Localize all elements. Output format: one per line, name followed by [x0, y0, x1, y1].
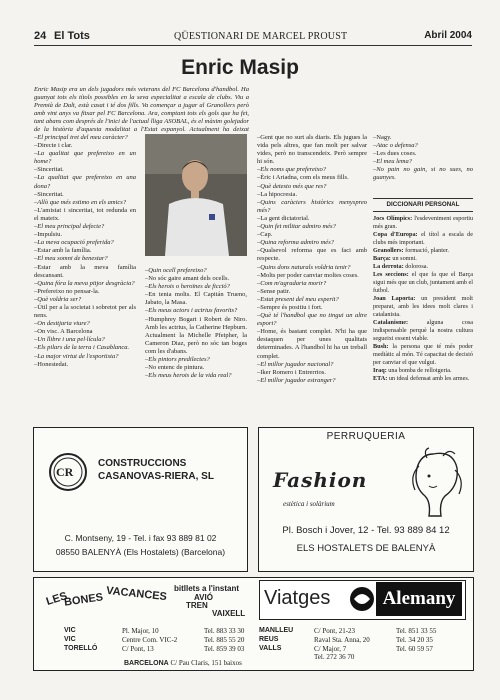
- dictionary-entry: [373, 319, 473, 343]
- question-line: –Atac o defensa?: [373, 142, 418, 150]
- dictionary-definition: una bomba de rellotgeria.: [388, 367, 452, 374]
- dictionary-term: Catalanisme:: [373, 319, 427, 326]
- question-line: –No pain no gain, si no sues, no guanyes.: [373, 166, 473, 182]
- dictionary-definition: el títol a escala de clubs més important.: [373, 231, 473, 246]
- article-title: Enric Masip: [181, 56, 299, 79]
- answer-line: –Útil per a la societat i sobretot per als nens.: [34, 303, 136, 320]
- dictionary-entry: [373, 367, 473, 375]
- question-line: –La major virtut de l'esportista?: [34, 352, 119, 360]
- answer-line: –Estar amb la meva família descansant.: [34, 263, 136, 279]
- banner-word-2: BONES: [63, 591, 104, 609]
- question-line: –Estat present del meu esperit?: [257, 295, 339, 303]
- answer-line: –Humphrey Bogart i Robert de Niro. Amb les actrius, la Catherine Hepburn. Actualment la Michelle Pfeipher, la Cameron Diaz, però no sóc tan boges com les d'abans.: [145, 315, 247, 355]
- salon-address: Pl. Bosch i Jover, 12 - Tel. 93 889 84 12: [282, 525, 450, 536]
- question-line: –El millor jugador nacional?: [257, 360, 334, 368]
- answer-line: –Nagy.: [373, 134, 392, 141]
- dictionary-heading: DICCIONARI PERSONAL: [373, 198, 473, 212]
- answer-line: –Qualsevol reforma que es faci amb respecte.: [257, 247, 367, 263]
- question-line: –El principal tret del meu caràcter?: [34, 134, 128, 141]
- dictionary-entry: [373, 247, 473, 255]
- company-city: 08550 BALENYÀ (Els Hostalets) (Barcelona): [55, 547, 226, 557]
- dictionary-definition: un president molt preparat, amb les idees molt clares i catalanista.: [373, 295, 473, 318]
- dictionary-definition: un somni.: [392, 255, 417, 262]
- woman-silhouette-icon: [399, 446, 467, 520]
- offices-right-addresses: [314, 627, 370, 662]
- answer-line: –No sóc gaire amant dels ocells.: [145, 275, 230, 283]
- office-phone: Tel. 885 55 20: [204, 635, 245, 644]
- office-phone: Tel. 883 33 30: [204, 627, 245, 635]
- question-line: –Els meus herois de la vida real?: [145, 372, 232, 380]
- offices-left-phones: [204, 627, 244, 653]
- dictionary-entry: [373, 375, 473, 383]
- office-city: REUS: [259, 635, 279, 643]
- brand-word-viatges: Viatges: [264, 587, 331, 609]
- portrait-photo: [145, 134, 247, 256]
- dictionary-term: La derrota:: [373, 263, 406, 270]
- ad-viatges-alemany: [33, 577, 474, 671]
- answer-line: –Cap.: [257, 231, 273, 239]
- question-line: –Un llibre i una pel·lícula?: [34, 336, 105, 344]
- question-line: –Quins dons naturals voldria tenir?: [257, 263, 351, 271]
- banner-word-3: VACANCES: [105, 584, 168, 604]
- personal-dictionary: [373, 198, 473, 383]
- dictionary-term: Bush:: [373, 343, 393, 350]
- question-line: –Com m'agradaria morir?: [257, 279, 327, 287]
- question-line: –Els herois o heroïnes de ficció?: [145, 283, 230, 291]
- office-phone: Tel. 60 59 57: [396, 644, 433, 653]
- office-address: C/ Major, 7: [314, 644, 347, 653]
- office-address: Raval Sta. Anna, 20: [314, 635, 370, 644]
- qa-column-3: [257, 134, 367, 385]
- office-address: C/ Pont, 13: [122, 644, 154, 653]
- magazine-section-title: QÜESTIONARI DE MARCEL PROUST: [174, 31, 348, 42]
- dictionary-term: Les seccions:: [373, 271, 412, 278]
- ad-fashion: [258, 427, 474, 572]
- answer-line: –La gent dictatorial.: [257, 214, 310, 222]
- question-line: –El meu somni de benestar?: [34, 255, 108, 263]
- intro-left: [34, 86, 249, 134]
- salon-type: PERRUQUERIA: [326, 431, 406, 442]
- issue-date: Abril 2004: [424, 30, 472, 41]
- company-address: C. Montseny, 19 - Tel. i fax 93 889 81 02: [64, 533, 217, 543]
- offices-left-cities: [64, 627, 97, 653]
- question-line: –Què detesto més que res?: [257, 182, 327, 190]
- answer-line: –Prefereixo no pensar-la.: [34, 287, 100, 295]
- question-line: –El meu principal defecte?: [34, 223, 105, 231]
- company-name-2: CASANOVAS-RIERA, SL: [98, 471, 214, 482]
- tag-tickets: bitllets a l'instant: [174, 584, 240, 593]
- question-line: –La qualitat que prefereixo en una dona?: [34, 174, 136, 190]
- dictionary-entry: [373, 271, 473, 295]
- salon-city: ELS HOSTALETS DE BALENYÀ: [296, 543, 436, 554]
- dictionary-definition: alguna cosa indispensable perquè la nostra cultura segueixi essent viable.: [373, 319, 473, 342]
- dictionary-term: Iraq:: [373, 367, 389, 374]
- qa-column-2: [145, 267, 247, 380]
- tag-train: TREN: [186, 601, 208, 610]
- answer-line: –Gent que no surt als diaris. Els jugues la vida pels altres, que fan molt per salvar vides, però no transcendeix. Però sempre hi són.: [257, 134, 367, 166]
- question-line: –Quina fóra la meva pitjor desgràcia?: [34, 279, 135, 287]
- question-line: –Els pintors predilectes?: [145, 356, 210, 364]
- question-line: –Els pilars de la terra i Casablanca.: [34, 344, 130, 352]
- answer-line: –Estar amb la família.: [34, 247, 92, 255]
- answer-line: –En tenia molts. El Capitán Trueno, Jabato, la Masa.: [145, 291, 247, 307]
- answer-line: –No entenc de pintura.: [145, 364, 205, 372]
- dictionary-term: Granollers:: [373, 247, 406, 254]
- dictionary-term: Joan Laporta:: [373, 295, 422, 302]
- dictionary-definition: formació, planter.: [405, 247, 449, 254]
- portrait-image: [145, 134, 247, 256]
- office-phone: Tel. 859 39 03: [204, 644, 245, 653]
- dictionary-definition: l'esdeveniment esportiu més gran.: [373, 215, 474, 230]
- answer-line: –Iker Romero i Entrerrios.: [257, 368, 326, 376]
- dictionary-definition: el que fa que el Barça sigui més que un club, juntament amb el futbol.: [373, 271, 474, 294]
- answer-line: –Home, és bastant complet. N'hi ha que destaquen per unes qualitats determinades. A l'handbol hi ha un treball complet.: [257, 328, 367, 360]
- question-line: –Allò que més estimo en els amics?: [34, 198, 127, 206]
- office-city: VIC: [64, 627, 76, 634]
- answer-line: –Sempre és positiu i fort.: [257, 303, 323, 311]
- answer-line: –Sinceritat.: [34, 166, 64, 174]
- answer-line: –Directe i clar.: [34, 142, 73, 150]
- question-line: –On desitjaria viure?: [34, 320, 90, 328]
- office-city: BARCELONA: [124, 660, 169, 667]
- dictionary-entry: [373, 215, 473, 231]
- office-barcelona: [124, 659, 242, 667]
- salon-name: Fashion: [273, 468, 368, 492]
- globe-logo-icon: [348, 585, 376, 613]
- question-line: –El millor jugador estranger?: [257, 376, 336, 384]
- qa-column-1: [34, 134, 136, 369]
- question-line: –Els meus actors i actrius favorits?: [145, 307, 238, 315]
- answer-line: –Les dues coses.: [373, 150, 417, 158]
- section-name: El Tots: [54, 30, 90, 42]
- question-line: –Els noms que prefereixo?: [257, 166, 327, 174]
- cr-logo-text: CR: [56, 465, 74, 479]
- answer-line: –La hipocresia.: [257, 190, 298, 198]
- page-number: 24: [34, 30, 47, 42]
- dictionary-term: Barça:: [373, 255, 393, 262]
- answer-line: –L'amistat i sinceritat, tot redunda en el mateix.: [34, 206, 136, 222]
- question-line: –Quin fet militar admiro més?: [257, 223, 336, 231]
- question-line: –Quins caràcters històrics menyspreo més?: [257, 198, 367, 214]
- office-phone: Tel. 34 20 35: [396, 635, 433, 644]
- brand-word-alemany: Alemany: [376, 582, 462, 616]
- offices-right-cities: [259, 627, 293, 653]
- viatges-logo: [259, 580, 466, 620]
- answer-line: –Impulsiu.: [34, 231, 62, 239]
- office-address: Centre Com. VIC-2: [122, 635, 178, 644]
- answer-line: –Sinceritat.: [34, 190, 64, 198]
- office-city: MANLLEU: [259, 627, 294, 634]
- dictionary-term: Jocs Olímpics:: [373, 215, 415, 222]
- answer-line: –Sense patir.: [257, 287, 291, 295]
- dictionary-term: ETA:: [373, 375, 389, 382]
- answer-line: –On visc. A Barcelona: [34, 328, 93, 336]
- header-rule: [34, 45, 472, 46]
- question-line: –La qualitat que prefereixo en un home?: [34, 150, 136, 166]
- office-address: C/ Pont, 21-23: [314, 627, 356, 635]
- salon-tagline: estètica i solàrium: [283, 500, 335, 508]
- banner-word-1: LES: [44, 589, 69, 609]
- office-city: TORELLÓ: [64, 644, 98, 652]
- dictionary-definition: dolorosa.: [405, 263, 429, 270]
- qa-column-4: [373, 134, 473, 183]
- office-phone: Tel. 272 36 70: [314, 653, 355, 662]
- dictionary-definition: un ideal defensat amb les armes.: [388, 375, 470, 382]
- office-address: Pl. Major, 10: [122, 627, 159, 635]
- ad-construccions: [33, 427, 248, 572]
- office-address: C/ Pau Claris, 151 baixos: [170, 659, 242, 667]
- question-line: –El meu lema?: [373, 158, 412, 166]
- office-city: VALLS: [259, 644, 282, 652]
- question-line: –Què té l'handbol que no tingui un altre esport?: [257, 312, 367, 328]
- intro-text: Enric Masip era un dels jugadors més veterans del FC Barcelona d'handbol. Ha guanyat tots els títols possibles en la seva especialitat a escala de clubs. Viu a Premià de Dalt, està casat i té dos fills. Va començar a jugar al Granollers però amb vint anys va fitxar pel FC Barcelona. Ara, comptant tots els gols que ha fet, tant abans com després de l'inici de l'actual lliga ASOBAL, és el màxim golejador de la història d'aquesta modalitat a l'Estat espanyol. Actualment ha deixat: [34, 86, 249, 134]
- question-line: –Quin ocell prefereixo?: [145, 267, 207, 274]
- question-line: –La meva ocupació preferida?: [34, 239, 114, 247]
- office-city: VIC: [64, 635, 76, 643]
- dictionary-term: Copa d'Europa:: [373, 231, 422, 238]
- office-phone: Tel. 851 33 55: [396, 627, 437, 635]
- company-name-1: CONSTRUCCIONS: [98, 458, 187, 469]
- dictionary-entries: [373, 215, 473, 383]
- answer-line: –Èric i Ariadna, com els meus fills.: [257, 174, 349, 182]
- page-header: [34, 28, 472, 46]
- dictionary-entry: [373, 231, 473, 247]
- question-line: –Què voldria ser?: [34, 295, 82, 303]
- answer-line: –Honestedat.: [34, 360, 69, 368]
- offices-left-addresses: [122, 627, 177, 653]
- dictionary-entry: [373, 263, 473, 271]
- tag-ship: VAIXELL: [212, 609, 246, 618]
- offices-right-phones: [396, 627, 436, 653]
- dictionary-entry: [373, 295, 473, 319]
- question-line: –Quina reforma admiro més?: [257, 239, 334, 247]
- dictionary-definition: la persona que té més poder mediàtic al món. Té capacitat de decisió per canviar el que vulgui.: [373, 343, 473, 366]
- answer-line: –Molts per poder canviar moltes coses.: [257, 271, 359, 279]
- tag-plane: AVIÓ: [194, 593, 213, 602]
- dictionary-entry: [373, 255, 473, 263]
- dictionary-entry: [373, 343, 473, 367]
